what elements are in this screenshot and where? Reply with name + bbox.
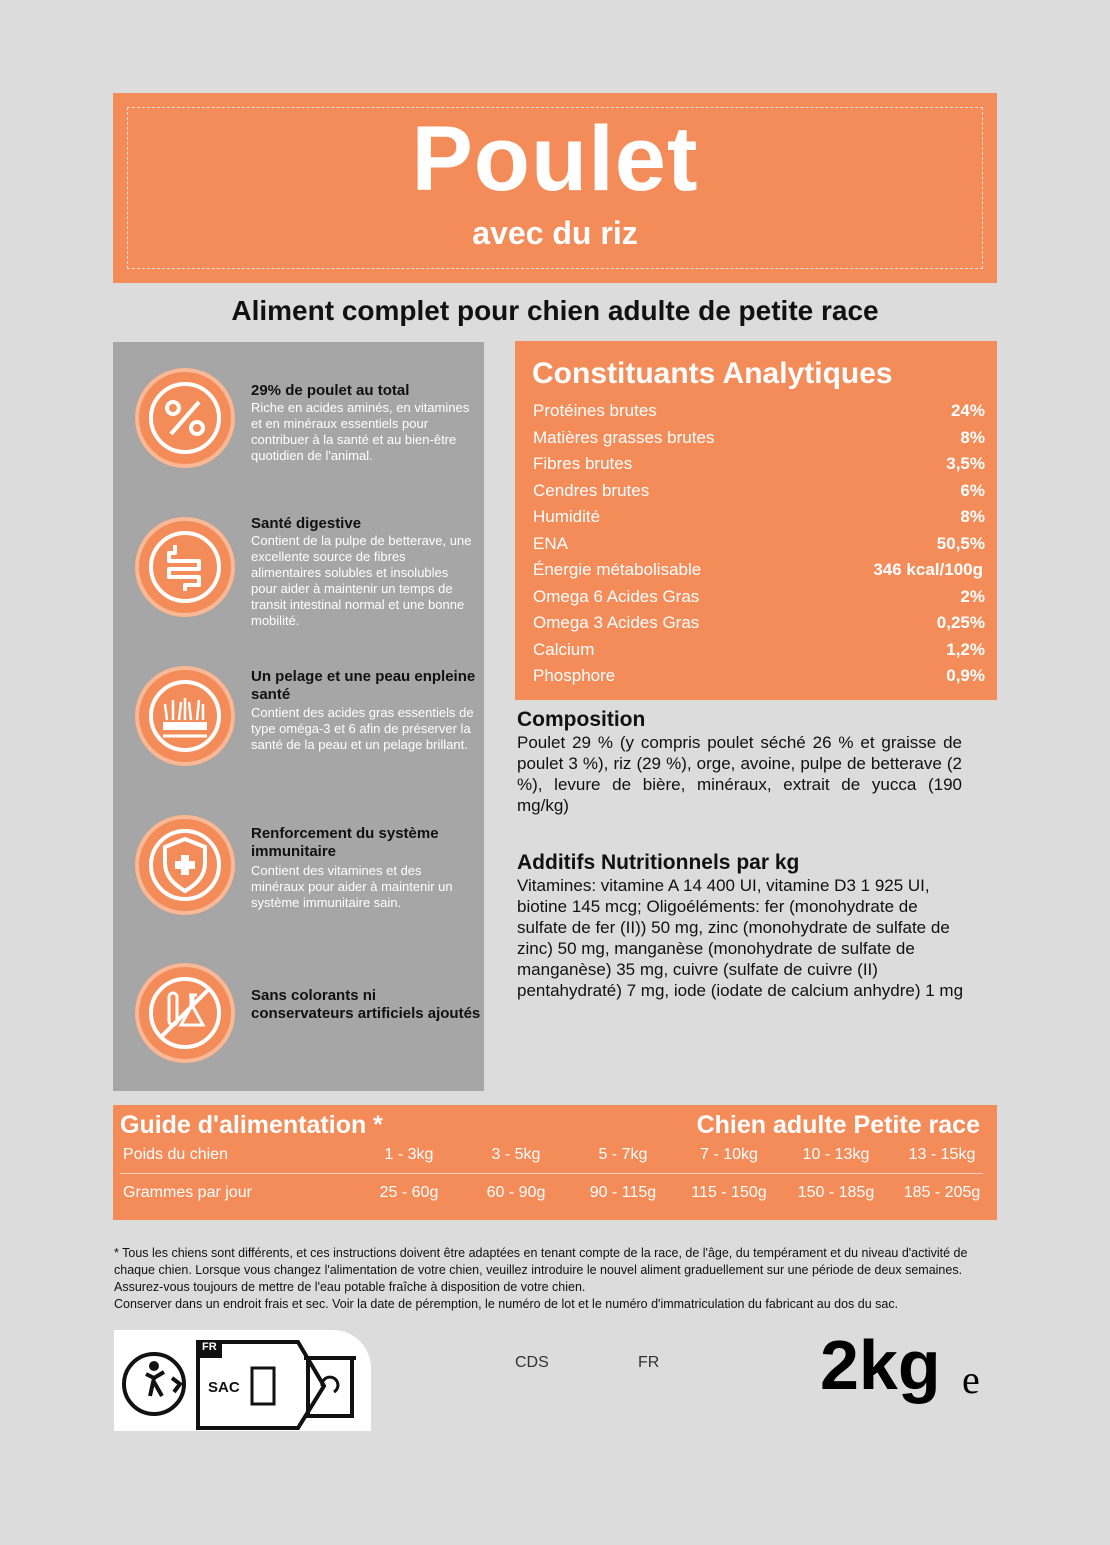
analytics-label: Phosphore: [533, 666, 616, 685]
benefit-text: Contient de la pulpe de betterave, une excellente source de fibres alimentaires solubles et insolubles pour aider à maintenir un temps de transit intestinal normal et une bonne mobilité.: [251, 533, 472, 628]
grams-cell: 150 - 185g: [797, 1184, 875, 1201]
analytics-label: Matières grasses brutes: [533, 428, 715, 447]
grams-cell: 25 - 60g: [379, 1184, 439, 1201]
product-tagline: Aliment complet pour chien adulte de petite race: [231, 295, 879, 326]
weight-cell: 13 - 15kg: [908, 1146, 976, 1163]
analytics-value: 2%: [960, 587, 985, 606]
analytics-value: 3,5%: [946, 454, 985, 473]
grams-cell: 60 - 90g: [486, 1184, 546, 1201]
footnote-text: * Tous les chiens sont différents, et ces instructions doivent être adaptées en tenant compte de la race, de l'âge, du tempérament et du niveau d'activité de chaque chien. Lorsque vous changez l'alimentation de votre chien, veuillez introduire le nouvel aliment graduellement sur une période de deux semaines. Assurez-vous toujours de mettre de l'eau potable fraîche à disposition de votre chien.: [114, 1246, 968, 1294]
intestine-icon: [135, 517, 235, 617]
triman-recycling-icon: [114, 1330, 371, 1431]
analytics-value: 0,25%: [936, 613, 985, 632]
weight-cell: 3 - 5kg: [491, 1146, 541, 1163]
benefit-text: Contient des vitamines et des minéraux pour aider à maintenir un système immunitaire sain.: [251, 863, 453, 910]
composition-text: Poulet 29 % (y compris poulet séché 26 % et graisse de poulet 3 %), riz (29 %), orge, avoine, pulpe de betterave (2 %), levure de bière, minéraux, extrait de yucca (190 mg/kg): [517, 733, 962, 815]
storage-text: Conserver dans un endroit frais et sec. Voir la date de péremption, le numéro de lot et le numéro d'immatriculation du fabricant au dos du sac.: [114, 1297, 899, 1311]
weight-row: [123, 1146, 993, 1168]
benefit-title: Sans colorants ni conservateurs artificiels ajoutés: [251, 987, 481, 1022]
analytics-value: 8%: [960, 428, 985, 447]
cds-code: CDS: [515, 1354, 549, 1371]
grams-row: [123, 1184, 993, 1206]
analytics-label: Omega 6 Acides Gras: [533, 587, 700, 606]
product-title: Poulet: [411, 108, 699, 210]
recycling-info: [114, 1330, 371, 1431]
fr-badge: FR: [202, 1341, 217, 1353]
feeding-title: Guide d'alimentation *: [120, 1111, 383, 1139]
analytics-row: [533, 666, 985, 692]
analytics-label: Calcium: [533, 640, 595, 659]
analytics-label: Fibres brutes: [533, 454, 633, 473]
grams-row-label: Grammes par jour: [123, 1184, 252, 1201]
composition-title: Composition: [517, 708, 646, 731]
analytics-value: 346 kcal/100g: [873, 560, 983, 579]
benefit-title: 29% de poulet au total: [251, 382, 410, 399]
analytics-label: Cendres brutes: [533, 481, 650, 500]
benefit-title: Santé digestive: [251, 515, 362, 532]
composition-section: [517, 708, 962, 816]
analytics-row: [533, 481, 985, 507]
feeding-target: Chien adulte Petite race: [696, 1111, 980, 1139]
analytics-label: Énergie métabolisable: [533, 560, 702, 579]
additives-title: Additifs Nutritionnels par kg: [517, 851, 800, 874]
benefit-text: Riche en acides aminés, en vitamines et en minéraux essentiels pour contribuer à la santé et au bien-être quotidien de l'animal.: [251, 400, 470, 463]
product-header: [113, 93, 997, 283]
analytics-row: [533, 613, 985, 639]
skin-hair-icon: [135, 666, 235, 766]
analytics-row: [533, 534, 985, 560]
benefits-panel: [113, 342, 484, 1091]
analytics-row: [533, 587, 985, 613]
percent-icon: [135, 368, 235, 468]
analytics-row: [533, 507, 985, 533]
analytics-value: 8%: [960, 507, 985, 526]
analytics-value: 24%: [950, 401, 985, 420]
benefit-title: Renforcement du système immunitaire: [251, 825, 439, 860]
grams-cell: 115 - 150g: [691, 1184, 767, 1201]
weight-cell: 7 - 10kg: [700, 1146, 758, 1163]
weight-cell: 1 - 3kg: [384, 1146, 434, 1163]
analytics-row: [533, 560, 985, 586]
analytical-constituents-panel: [515, 341, 997, 700]
sac-label: SAC: [208, 1379, 240, 1396]
estimated-sign: e: [962, 1357, 980, 1402]
weight-cell: 5 - 7kg: [598, 1146, 648, 1163]
analytics-row: [533, 454, 985, 480]
feeding-divider: [120, 1173, 983, 1174]
no-chemicals-icon: [135, 963, 235, 1063]
analytics-row: [533, 640, 985, 666]
analytics-row: [533, 428, 985, 454]
shield-cross-icon: [135, 815, 235, 915]
analytics-value: 0,9%: [946, 666, 985, 685]
analytics-value: 50,5%: [936, 534, 985, 553]
footnote: [114, 1245, 999, 1313]
analytics-value: 6%: [960, 481, 985, 500]
weight-cell: 10 - 13kg: [802, 1146, 870, 1163]
analytics-label: Humidité: [533, 507, 601, 526]
analytics-label: Omega 3 Acides Gras: [533, 613, 700, 632]
analytics-value: 1,2%: [946, 640, 985, 659]
benefit-title: Un pelage et une peau enpleine santé: [251, 668, 476, 703]
additives-text: Vitamines: vitamine A 14 400 UI, vitamine D3 1 925 UI, biotine 145 mcg; Oligoéléments: fer (monohydrate de sulfate de fer (II)) 50 mg, zinc (monohydrate de sulfate de zinc) 50 mg, manganèse (monohydrate de sulfate de manganèse) 35 mg, cuivre (sulfate de cuivre (II) pentahydraté) 7 mg, iode (iodate de calcium anhydre) 1 mg: [517, 876, 964, 1000]
net-weight: 2kg: [820, 1326, 941, 1404]
product-subtitle: avec du riz: [472, 215, 638, 251]
analytics-title: Constituants Analytiques: [532, 357, 893, 390]
analytics-row: [533, 401, 985, 427]
weight-row-label: Poids du chien: [123, 1146, 228, 1163]
additives-section: [517, 851, 967, 1001]
country-code: FR: [638, 1354, 660, 1371]
benefit-text: Contient des acides gras essentiels de type oméga-3 et 6 afin de préserver la santé de la peau et un pelage brillant.: [251, 705, 474, 752]
grams-cell: 90 - 115g: [589, 1184, 657, 1201]
grams-cell: 185 - 205g: [903, 1184, 981, 1201]
analytics-label: ENA: [533, 534, 568, 553]
feeding-guide: [113, 1105, 997, 1220]
analytics-label: Protéines brutes: [533, 401, 657, 420]
